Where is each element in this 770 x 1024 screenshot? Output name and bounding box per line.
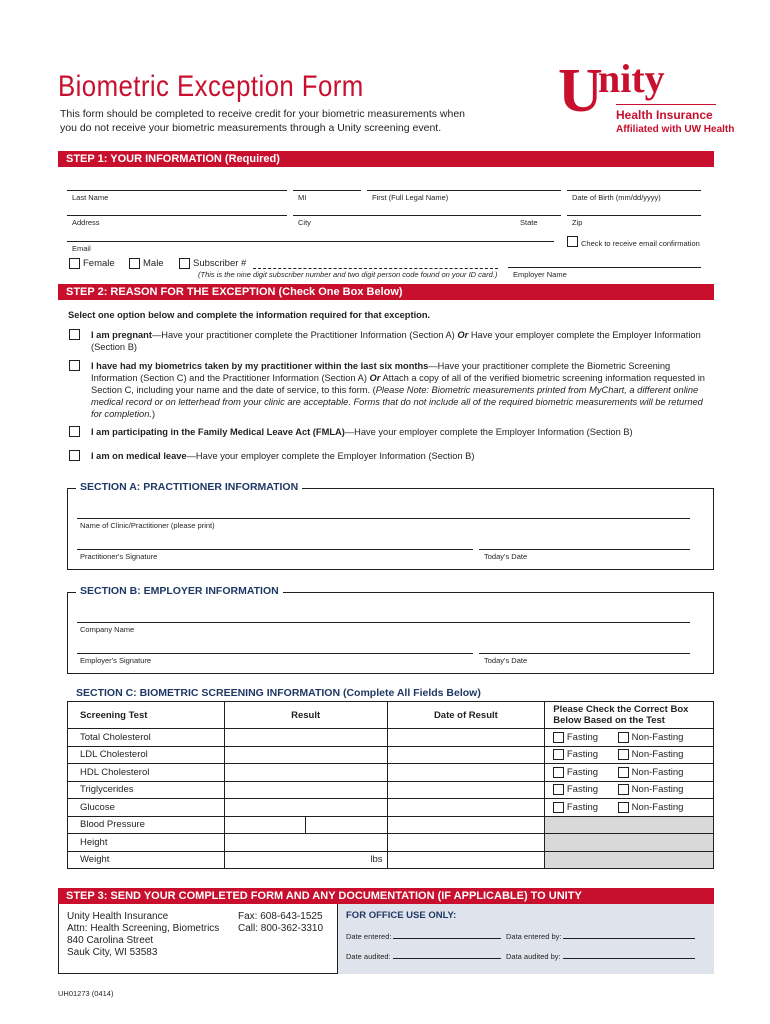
result-cell[interactable]	[224, 851, 387, 869]
email-confirm-checkbox[interactable]	[567, 236, 578, 247]
employer-signature-label: Employer's Signature	[80, 656, 152, 665]
fasting-label: Fasting	[566, 801, 599, 813]
email-label: Email	[72, 244, 91, 253]
fasting-checkbox[interactable]	[553, 732, 564, 743]
employer-date-line[interactable]	[479, 653, 690, 654]
address-line-2: Attn: Health Screening, Biometrics	[67, 923, 220, 934]
dob-label: Date of Birth (mm/dd/yyyy)	[572, 193, 661, 202]
fasting-cell	[545, 799, 714, 817]
female-checkbox[interactable]	[69, 258, 80, 269]
office-use-title: FOR OFFICE USE ONLY:	[346, 910, 457, 921]
date-cell[interactable]	[387, 834, 545, 852]
date-cell[interactable]	[387, 746, 545, 764]
option-pregnant-or: Or	[457, 330, 469, 340]
result-cell[interactable]	[224, 764, 387, 782]
employer-date-label: Today's Date	[484, 656, 528, 665]
result-cell[interactable]	[224, 799, 387, 817]
row-label: Blood Pressure	[68, 816, 225, 834]
non-fasting-checkbox[interactable]	[618, 802, 629, 813]
option-pregnant-title: I am pregnant	[91, 330, 152, 340]
call-number: Call: 800-362-3310	[238, 923, 324, 934]
date-cell[interactable]	[387, 851, 545, 869]
city-state-line[interactable]	[293, 215, 561, 216]
entered-by-label: Data entered by:	[506, 932, 562, 941]
company-name-label: Company Name	[80, 625, 135, 634]
non-fasting-checkbox[interactable]	[618, 784, 629, 795]
date-cell[interactable]	[387, 764, 545, 782]
unity-logo	[558, 56, 735, 140]
date-cell[interactable]	[387, 729, 545, 747]
address-line-3: 840 Carolina Street	[67, 935, 154, 946]
address-line-1: Unity Health Insurance	[67, 911, 169, 922]
logo-rule	[616, 104, 716, 105]
table-row	[68, 816, 714, 834]
last-name-line[interactable]	[67, 190, 287, 191]
table-row	[68, 851, 714, 869]
result-cell[interactable]	[224, 729, 387, 747]
option-pregnant-text: —Have your practitioner complete the Practitioner Information (Section A)	[151, 330, 455, 340]
section-a-title: SECTION A: PRACTITIONER INFORMATION	[76, 481, 302, 493]
option-biometrics-note: Please Note: Biometric measurements printed from MyChart, a different online medical record or on letterhead from your clinic are acceptable. Forms that do not include all of the required biometric measurements will be returned for completion.	[91, 385, 703, 419]
logo-u: U	[558, 57, 603, 125]
option-medical-leave-title: I am on medical leave	[91, 451, 187, 461]
subscriber-note: (This is the nine digit subscriber number and two digit person code found on your ID card.)	[198, 270, 498, 279]
email-confirm-label: Check to receive email confirmation	[581, 239, 700, 248]
logo-nity: nity	[598, 56, 665, 101]
employer-signature-line[interactable]	[77, 653, 473, 654]
option-medical-leave-text: —Have your employer complete the Employer Information (Section B)	[186, 451, 475, 461]
non-fasting-checkbox[interactable]	[618, 732, 629, 743]
table-row	[68, 799, 714, 817]
gray-cell	[545, 816, 714, 834]
fasting-checkbox[interactable]	[553, 749, 564, 760]
col-result: Result	[224, 702, 387, 729]
practitioner-date-line[interactable]	[479, 549, 690, 550]
option-biometrics-end: )	[151, 409, 156, 419]
practitioner-signature-line[interactable]	[77, 549, 473, 550]
lbs-unit: lbs	[370, 854, 383, 866]
non-fasting-checkbox[interactable]	[618, 767, 629, 778]
non-fasting-label: Non-Fasting	[631, 766, 684, 778]
option-fmla-text: —Have your employer complete the Employer Information (Section B)	[344, 427, 633, 437]
table-row	[68, 764, 714, 782]
option-pregnant-text2: Have your employer complete the Employer Information (Section B)	[91, 330, 701, 352]
date-cell[interactable]	[387, 799, 545, 817]
non-fasting-checkbox[interactable]	[618, 749, 629, 760]
step1-header: STEP 1: YOUR INFORMATION (Required)	[58, 151, 714, 167]
company-name-line[interactable]	[77, 622, 690, 623]
row-label: Triglycerides	[68, 781, 225, 799]
dob-line[interactable]	[567, 190, 701, 191]
gray-cell	[545, 834, 714, 852]
logo-affiliation	[616, 124, 734, 135]
first-name-label: First (Full Legal Name)	[372, 193, 449, 202]
fasting-cell	[545, 746, 714, 764]
fasting-checkbox[interactable]	[553, 767, 564, 778]
biometric-table	[67, 701, 714, 869]
fasting-cell	[545, 729, 714, 747]
date-cell[interactable]	[387, 781, 545, 799]
date-audited-label: Date audited:	[346, 952, 391, 961]
logo-partner: UW Health	[684, 124, 735, 135]
result-cell[interactable]	[224, 834, 387, 852]
clinic-name-label: Name of Clinic/Practitioner (please print)	[80, 521, 215, 530]
non-fasting-label: Non-Fasting	[631, 731, 684, 743]
city-label: City	[298, 218, 311, 227]
audited-by-label: Data audited by:	[506, 952, 561, 961]
intro-text: This form should be completed to receive credit for your biometric measurements when you do not receive your biometric measurements through a Unity screening event.	[60, 108, 466, 134]
table-row	[68, 781, 714, 799]
step2-header: STEP 2: REASON FOR THE EXCEPTION (Check One Box Below)	[58, 284, 714, 300]
fasting-label: Fasting	[566, 784, 599, 796]
option-pregnant	[91, 329, 713, 353]
row-label: Total Cholesterol	[68, 729, 225, 747]
option-fmla	[91, 426, 713, 438]
row-label: HDL Cholesterol	[68, 764, 225, 782]
address-line-4: Sauk City, WI 53583	[67, 947, 158, 958]
section-b-frame	[67, 592, 714, 674]
row-label: Glucose	[68, 799, 225, 817]
medical-leave-checkbox[interactable]	[69, 450, 80, 461]
fasting-label: Fasting	[566, 766, 599, 778]
subscriber-checkbox[interactable]	[179, 258, 190, 269]
option-biometrics-text2: Attach a copy of all of the verified biometric screening information requested in Section C, including your name and the date of service, to this form. (	[91, 373, 705, 395]
employer-name-line[interactable]	[508, 267, 701, 268]
fasting-label: Fasting	[566, 749, 599, 761]
section-b-title: SECTION B: EMPLOYER INFORMATION	[76, 585, 283, 597]
option-medical-leave	[91, 450, 713, 462]
male-label: Male	[143, 258, 164, 269]
date-cell[interactable]	[387, 816, 545, 834]
fax-number: Fax: 608-643-1525	[238, 911, 323, 922]
non-fasting-label: Non-Fasting	[631, 801, 684, 813]
section-c-title: SECTION C: BIOMETRIC SCREENING INFORMATION (Complete All Fields Below)	[76, 687, 481, 699]
entered-by-line[interactable]	[563, 938, 695, 939]
first-name-line[interactable]	[367, 190, 561, 191]
col-screening-test: Screening Test	[68, 702, 225, 729]
fasting-checkbox[interactable]	[553, 802, 564, 813]
date-audited-line[interactable]	[393, 958, 501, 959]
option-biometrics-or: Or	[369, 373, 381, 383]
step3-header: STEP 3: SEND YOUR COMPLETED FORM AND ANY DOCUMENTATION (IF APPLICABLE) TO UNITY	[58, 888, 714, 904]
female-label: Female	[83, 258, 115, 269]
result-cell[interactable]	[224, 781, 387, 799]
systolic-cell[interactable]	[224, 816, 305, 834]
email-line[interactable]	[67, 241, 554, 242]
last-name-label: Last Name	[72, 193, 109, 202]
state-label: State	[520, 218, 538, 227]
date-entered-line[interactable]	[393, 938, 501, 939]
logo-health-insurance: Health Insurance	[616, 108, 713, 122]
col-check-box: Please Check the Correct Box Below Based on the Test	[545, 702, 714, 729]
pregnant-checkbox[interactable]	[69, 329, 80, 340]
address-line[interactable]	[67, 215, 287, 216]
non-fasting-label: Non-Fasting	[631, 749, 684, 761]
zip-line[interactable]	[567, 215, 701, 216]
row-label: Weight	[68, 851, 225, 869]
option-biometrics-title: I have had my biometrics taken by my practitioner within the last six months	[91, 361, 429, 371]
clinic-name-line[interactable]	[77, 518, 690, 519]
fmla-checkbox[interactable]	[69, 426, 80, 437]
step2-instruction: Select one option below and complete the information required for that exception.	[68, 310, 431, 320]
result-cell[interactable]	[224, 746, 387, 764]
col-date-of-result: Date of Result	[387, 702, 545, 729]
fasting-label: Fasting	[566, 731, 599, 743]
date-entered-label: Date entered:	[346, 932, 392, 941]
employer-name-label: Employer Name	[513, 270, 567, 279]
table-row	[68, 746, 714, 764]
option-biometrics-text: —Have your practitioner complete the Biometric Screening Information (Section C) and the Practitioner Information (Section A)	[91, 361, 671, 383]
table-header-row	[68, 702, 714, 729]
practitioner-date-label: Today's Date	[484, 552, 528, 561]
practitioner-signature-label: Practitioner's Signature	[80, 552, 158, 561]
table-row	[68, 834, 714, 852]
option-fmla-title: I am participating in the Family Medical Leave Act (FMLA)	[91, 427, 345, 437]
gray-cell	[545, 851, 714, 869]
row-label: Height	[68, 834, 225, 852]
option-biometrics-taken	[91, 360, 713, 420]
male-checkbox[interactable]	[129, 258, 140, 269]
zip-label: Zip	[572, 218, 583, 227]
biometrics-taken-checkbox[interactable]	[69, 360, 80, 371]
table-row	[68, 729, 714, 747]
subscriber-label: Subscriber #	[193, 258, 247, 269]
fasting-cell	[545, 764, 714, 782]
mi-label: MI	[298, 193, 307, 202]
logo-affiliated-text: Affiliated with	[616, 124, 682, 135]
fasting-cell	[545, 781, 714, 799]
mi-line[interactable]	[293, 190, 361, 191]
row-label: LDL Cholesterol	[68, 746, 225, 764]
audited-by-line[interactable]	[563, 958, 695, 959]
diastolic-cell[interactable]	[305, 816, 387, 834]
form-code: UH01273 (0414)	[58, 989, 114, 998]
fasting-checkbox[interactable]	[553, 784, 564, 795]
page-title: Biometric Exception Form	[58, 70, 364, 103]
non-fasting-label: Non-Fasting	[631, 784, 684, 796]
subscriber-number-field[interactable]	[253, 268, 498, 269]
address-label: Address	[72, 218, 100, 227]
